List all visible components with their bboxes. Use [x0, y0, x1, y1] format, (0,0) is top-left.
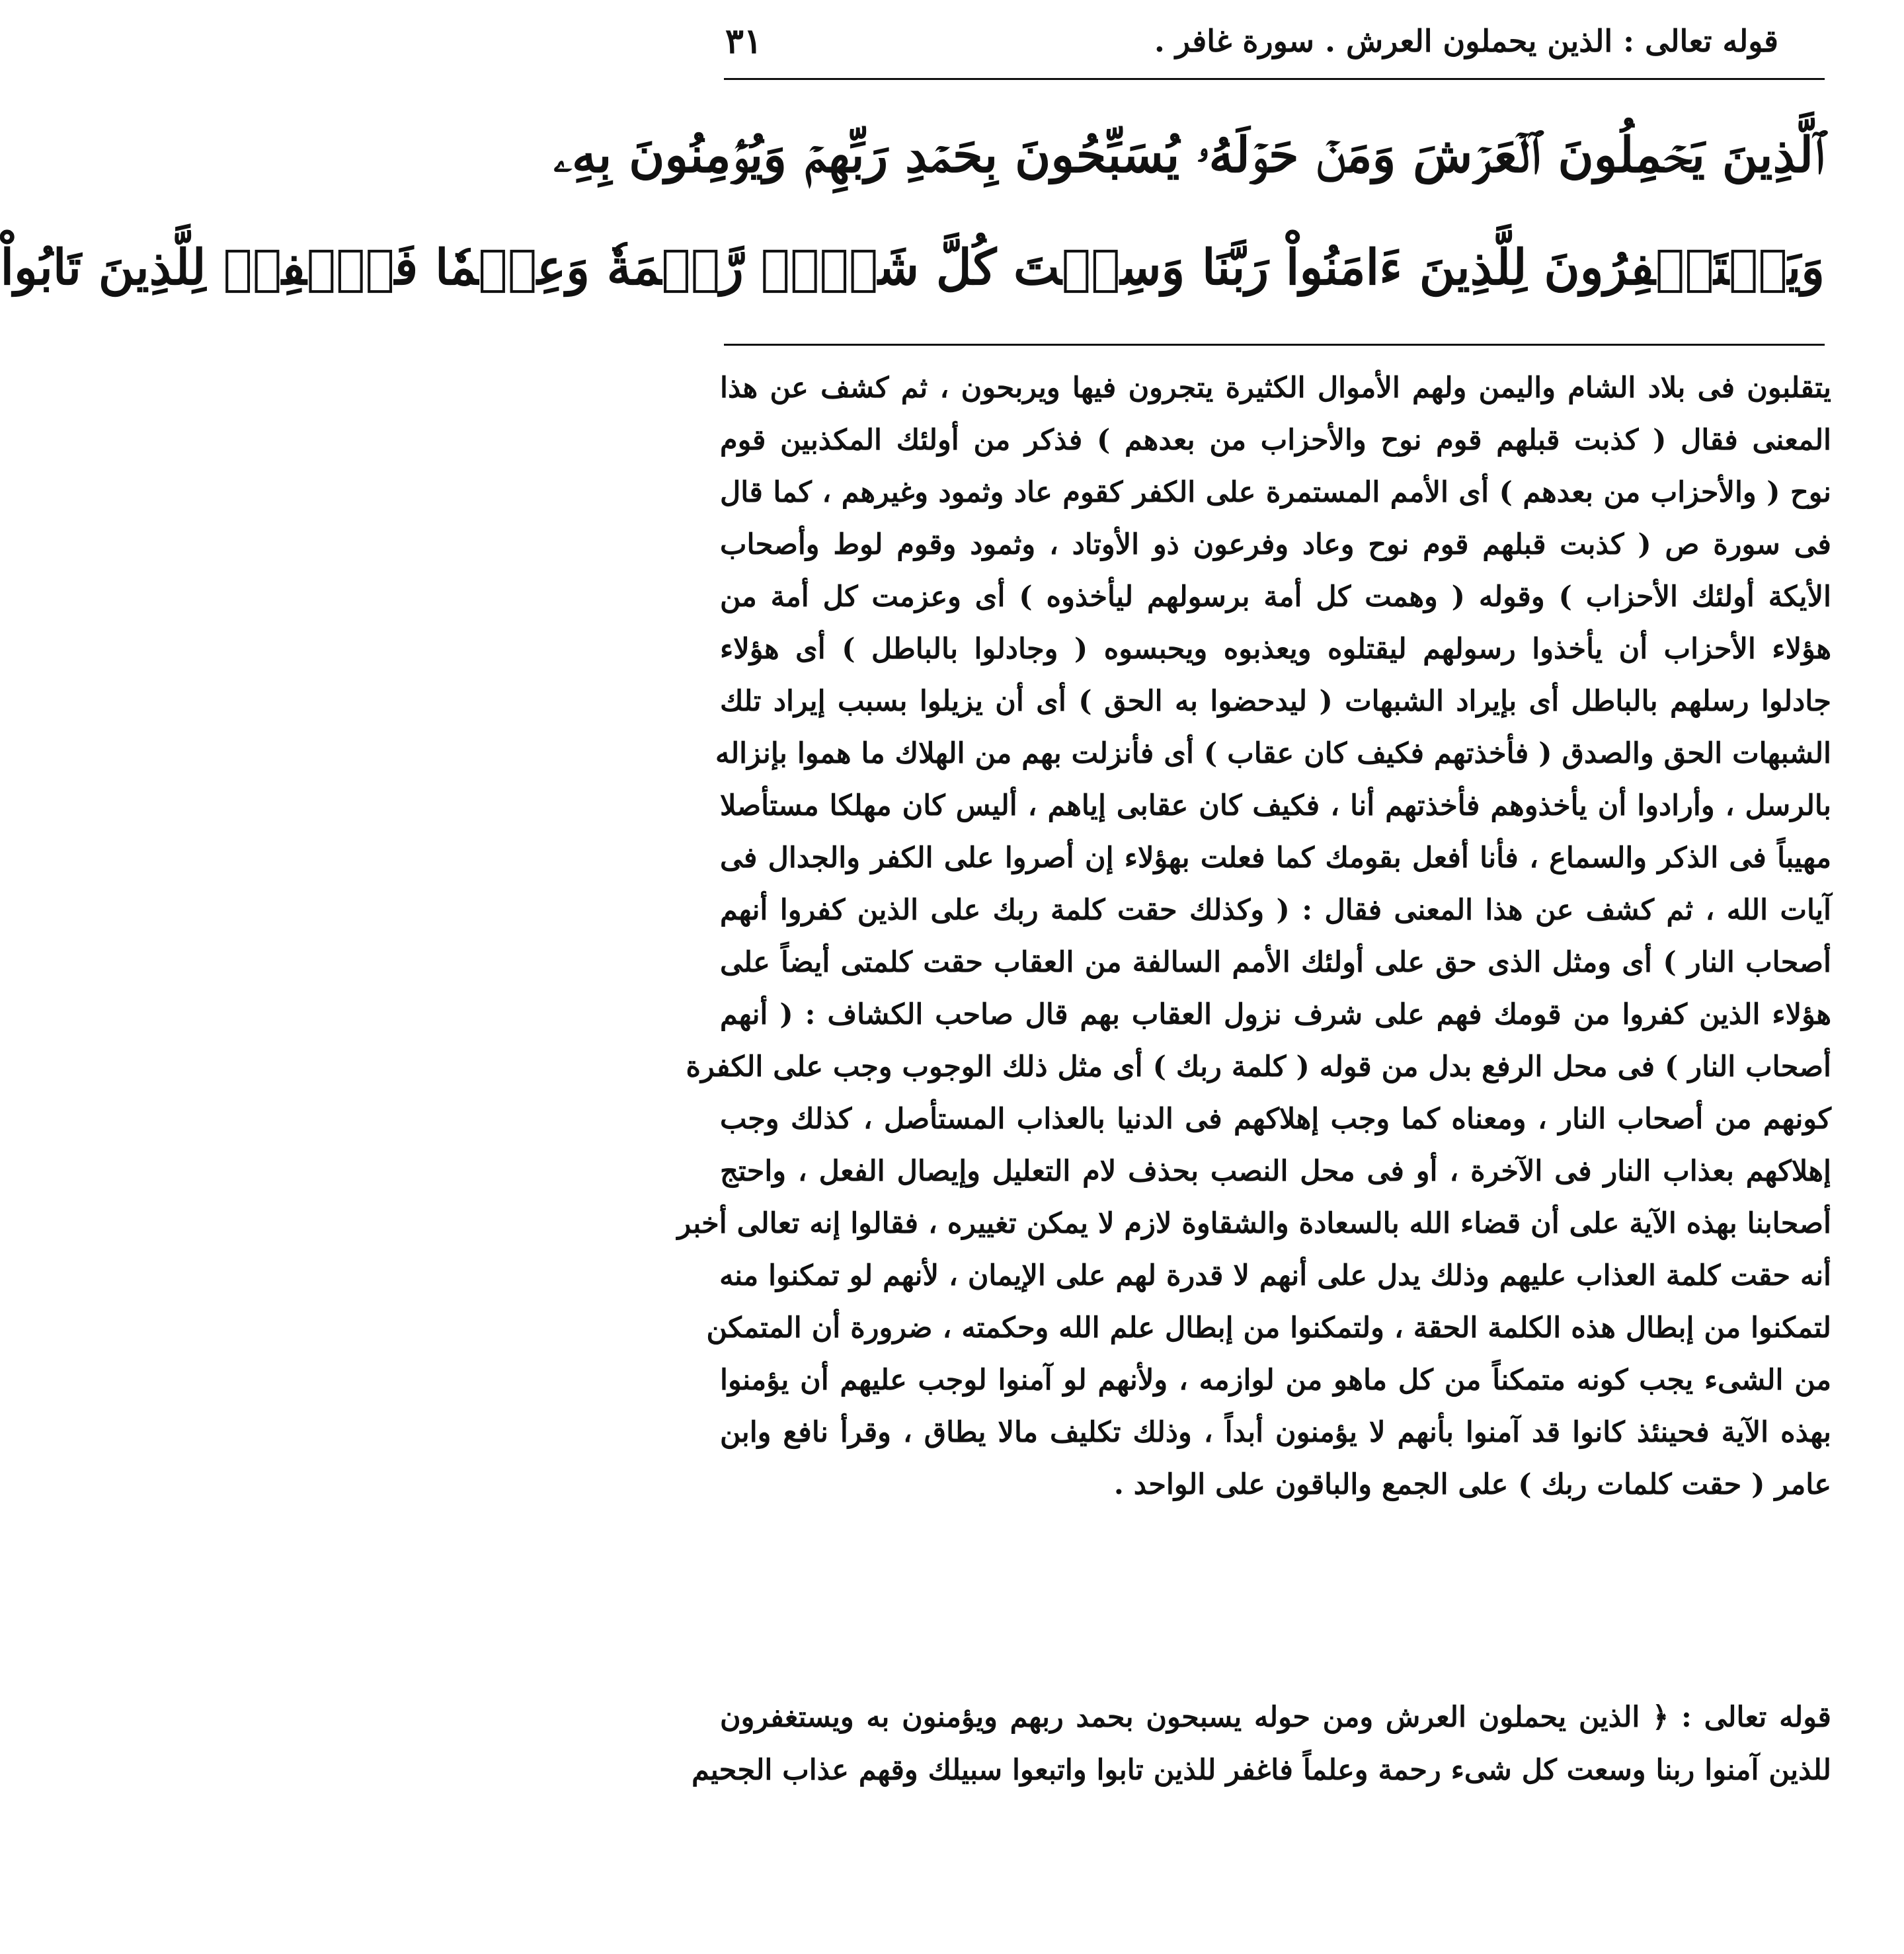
running-header-title: قوله تعالى : الذين يحملون العرش . سورة غافر . — [1154, 23, 1778, 59]
commentary-line: آيات الله ، ثم كشف عن هذا المعنى فقال : ( وكذلك حقت كلمة ربك على الذين كفروا أنهم — [720, 894, 1831, 927]
commentary-line-last: عامر ( حقت كلمات ربك ) على الجمع والباقون على الواحد . — [1113, 1468, 1831, 1501]
commentary-line: مهيباً فى الذكر والسماع ، فأنا أفعل بقومك كما فعلت بهؤلاء إن أصروا على الكفر والجدال فى — [720, 841, 1831, 875]
running-header — [725, 15, 1778, 67]
header-rule — [724, 78, 1825, 80]
next-verse-line: قوله تعالى : ﴿ الذين يحملون العرش ومن حوله يسبحون بحمد ربهم ويؤمنون به ويستغفرون — [720, 1701, 1831, 1734]
page-number: ٣١ — [725, 20, 762, 61]
commentary-line: يتقلبون فى بلاد الشام واليمن ولهم الأموال الكثيرة يتجرون فيها ويربحون ، ثم كشف عن هذا — [720, 371, 1831, 405]
commentary-line: أنه حقت كلمة العذاب عليهم وذلك يدل على أنهم لا قدرة لهم على الإيمان ، لأنهم لو تمكنوا منه — [719, 1259, 1831, 1292]
commentary-line: من الشىء يجب كونه متمكناً من كل ماهو من لوازمه ، ولأنهم لو آمنوا لوجب عليهم أن يؤمنوا — [720, 1364, 1831, 1397]
commentary-line: جادلوا رسلهم بالباطل أى بإيراد الشبهات ( ليدحضوا به الحق ) أى أن يزيلوا بسبب إيراد تلك — [720, 685, 1831, 718]
verse-line: وَيَسۡتَغۡفِرُونَ لِلَّذِينَ ءَامَنُواْ رَبَّنَا وَسِعۡتَ كُلَّ شَيۡءٖ رَّحۡمَةٗ وَعِلۡمٗا فَٱغۡفِرۡ لِلَّذِينَ تَابُواْ — [0, 239, 1825, 296]
commentary-line: أصحابنا بهذه الآية على أن قضاء الله بالسعادة والشقاوة لازم لا يمكن تغييره ، فقالوا إنه تعالى أخبر — [677, 1207, 1831, 1240]
commentary-line: الأيكة أولئك الأحزاب ) وقوله ( وهمت كل أمة برسولهم ليأخذوه ) أى وعزمت كل أمة من — [720, 580, 1831, 613]
commentary-line: نوح ( والأحزاب من بعدهم ) أى الأمم المستمرة على الكفر كقوم عاد وثمود وغيرهم ، كما قال — [720, 476, 1831, 509]
commentary-line: هؤلاء الأحزاب أن يأخذوا رسولهم ليقتلوه ويعذبوه ويحبسوه ( وجادلوا بالباطل ) أى هؤلاء — [720, 633, 1831, 666]
commentary-line: فى سورة ص ( كذبت قبلهم قوم نوح وعاد وفرعون ذو الأوتاد ، وثمود وقوم لوط وأصحاب — [720, 528, 1831, 561]
commentary-line: أصحاب النار ) فى محل الرفع بدل من قوله ( كلمة ربك ) أى مثل ذلك الوجوب وجب على الكفرة — [686, 1050, 1831, 1083]
commentary-line: هؤلاء الذين كفروا من قومك فهم على شرف نزول العقاب بهم قال صاحب الكشاف : ( أنهم — [720, 998, 1831, 1031]
commentary-line: كونهم من أصحاب النار ، ومعناه كما وجب إهلاكهم فى الدنيا بالعذاب المستأصل ، كذلك وجب — [720, 1103, 1831, 1136]
commentary-line: بهذه الآية فحينئذ كانوا قد آمنوا بأنهم لا يؤمنون أبداً ، وذلك تكليف مالا يطاق ، وقرأ نافع وابن — [720, 1416, 1831, 1449]
next-verse-section — [692, 1691, 1831, 1850]
next-verse-line: للذين آمنوا ربنا وسعت كل شىء رحمة وعلماً فاغفر للذين تابوا واتبعوا سبيلك وقهم عذاب الجحيم — [692, 1754, 1831, 1787]
commentary-line: أصحاب النار ) أى ومثل الذى حق على أولئك الأمم السالفة من العقاب حقت كلمتى أيضاً على — [720, 946, 1831, 979]
verse-rule — [724, 344, 1825, 346]
commentary-line: بالرسل ، وأرادوا أن يأخذوهم فأخذتهم أنا ، فكيف كان عقابى إياهم ، أليس كان مهلكا مستأصلا — [720, 789, 1831, 822]
verse-line: ٱلَّذِينَ يَحۡمِلُونَ ٱلۡعَرۡشَ وَمَنۡ حَوۡلَهُۥ يُسَبِّحُونَ بِحَمۡدِ رَبِّهِمۡ وَيُؤۡمِنُونَ بِهِۦ — [553, 127, 1825, 184]
commentary-text — [677, 362, 1831, 1658]
commentary-line: لتمكنوا من إبطال هذه الكلمة الحقة ، ولتمكنوا من إبطال علم الله وحكمته ، ضرورة أن المتمكن — [706, 1311, 1831, 1345]
quran-verse-block — [0, 99, 1825, 331]
commentary-line: المعنى فقال ( كذبت قبلهم قوم نوح والأحزاب من بعدهم ) فذكر من أولئك المكذبين قوم — [720, 424, 1831, 457]
commentary-line: إهلاكهم بعذاب النار فى الآخرة ، أو فى محل النصب بحذف لام التعليل وإيصال الفعل ، واحتج — [720, 1155, 1831, 1188]
commentary-line: الشبهات الحق والصدق ( فأخذتهم فكيف كان عقاب ) أى فأنزلت بهم من الهلاك ما هموا بإنزاله — [715, 737, 1831, 770]
